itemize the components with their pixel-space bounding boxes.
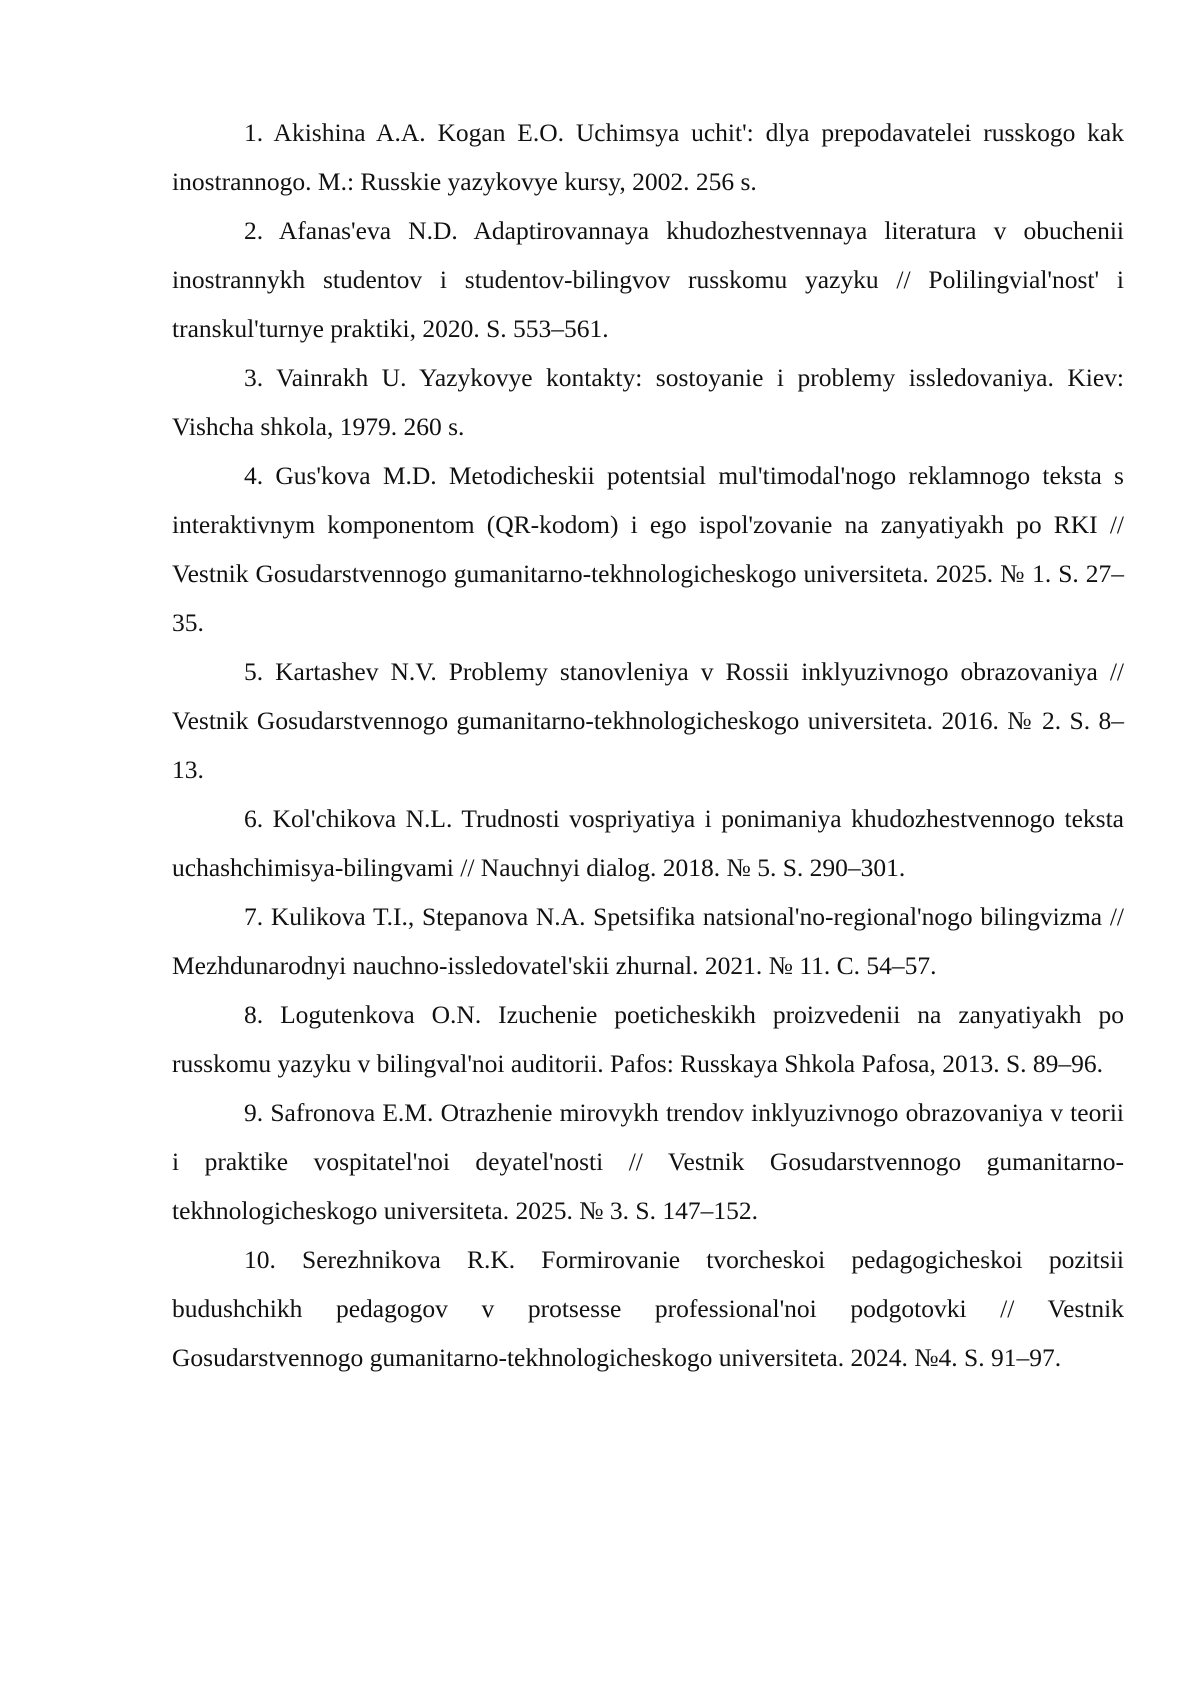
reference-item: 7. Kulikova T.I., Stepanova N.A. Spetsifika natsional'no-regional'nogo bilingvizma // Mezhdunarodnyi nauchno-issledovatel'skii zhurnal. 2021. № 11. C. 54–57. — [172, 902, 1124, 980]
reference-item: 2. Afanas'eva N.D. Adaptirovannaya khudozhestvennaya literatura v obuchenii inostrannykh studentov i studentov-bilingvov russkomu yazyku // Polilingvial'nost' i transkul'turnye praktiki, 2020. S. 553–561. — [172, 216, 1124, 343]
reference-item: 4. Gus'kova M.D. Metodicheskii potentsial mul'timodal'nogo reklamnogo teksta s interaktivnym komponentom (QR-kodom) i ego ispol'zovanie na zanyatiyakh po RKI // Vestnik Gosudarstvennogo gumanitarno-tekhnologicheskogo universiteta. 2025. № 1. S. 27–35. — [172, 461, 1124, 637]
reference-item: 10. Serezhnikova R.K. Formirovanie tvorcheskoi pedagogicheskoi pozitsii budushchikh pedagogov v protsesse professional'noi podgotovki // Vestnik Gosudarstvennogo gumanitarno-tekhnologicheskogo universiteta. 2024. №4. S. 91–97. — [172, 1245, 1124, 1372]
reference-item: 8. Logutenkova O.N. Izuchenie poeticheskikh proizvedenii na zanyatiyakh po russkomu yazyku v bilingval'noi auditorii. Pafos: Russkaya Shkola Pafosa, 2013. S. 89–96. — [172, 1000, 1124, 1078]
reference-item: 5. Kartashev N.V. Problemy stanovleniya v Rossii inklyuzivnogo obrazovaniya // Vestnik Gosudarstvennogo gumanitarno-tekhnologicheskogo universiteta. 2016. № 2. S. 8–13. — [172, 657, 1124, 784]
reference-list — [172, 108, 1124, 1382]
reference-item: 3. Vainrakh U. Yazykovye kontakty: sostoyanie i problemy issledovaniya. Kiev: Vishcha shkola, 1979. 260 s. — [172, 363, 1124, 441]
reference-item: 1. Akishina A.A. Kogan E.O. Uchimsya uchit': dlya prepodavatelei russkogo kak inostrannogo. M.: Russkie yazykovye kursy, 2002. 256 s. — [172, 118, 1124, 196]
reference-item: 6. Kol'chikova N.L. Trudnosti vospriyatiya i ponimaniya khudozhestvennogo teksta uchashchimisya-bilingvami // Nauchnyi dialog. 2018. № 5. S. 290–301. — [172, 804, 1124, 882]
reference-item: 9. Safronova E.M. Otrazhenie mirovykh trendov inklyuzivnogo obrazovaniya v teorii i praktike vospitatel'noi deyatel'nosti // Vestnik Gosudarstvennogo gumanitarno-tekhnologicheskogo universiteta. 2025. № 3. S. 147–152. — [172, 1098, 1124, 1225]
